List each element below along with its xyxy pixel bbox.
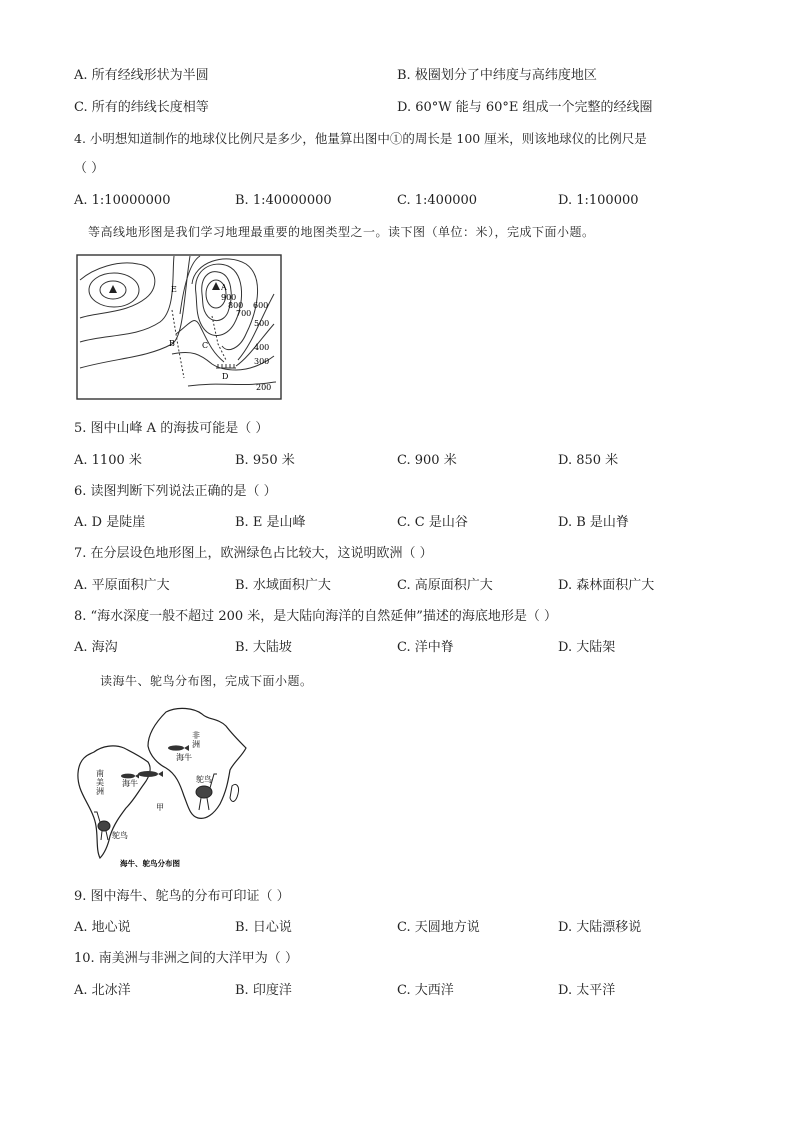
contour-intro: 等高线地形图是我们学习地理最重要的地图类型之一。读下图（单位：米），完成下面小题。: [88, 225, 595, 239]
q10-option-a: A. 北冰洋: [74, 983, 131, 998]
label-manatee-america: 海牛: [122, 779, 138, 788]
label-south-america: [96, 768, 104, 796]
q8-options: [0, 638, 794, 658]
q5-option-d: D. 850 米: [558, 453, 619, 468]
contour-map: [76, 254, 282, 400]
map-label-char: 美: [96, 778, 104, 787]
q4-option-d: D. 1:100000: [558, 193, 639, 208]
q7-stem-text: 7. 在分层设色地形图上，欧洲绿色占比较大，这说明欧洲（ ）: [74, 546, 433, 561]
map-label-char: 洲: [192, 740, 200, 749]
q10-options: [0, 981, 794, 1001]
q7-options: [0, 576, 794, 596]
elevation-600: 600: [253, 301, 269, 310]
label-ocean-jia: 甲: [156, 803, 164, 812]
q6-option-d: D. B 是山脊: [558, 515, 629, 530]
q6-option-c: C. C 是山谷: [397, 515, 468, 530]
q6-stem-text: 6. 读图判断下列说法正确的是（ ）: [74, 484, 277, 499]
label-d: D: [222, 372, 229, 381]
q10-option-d: D. 太平洋: [558, 983, 616, 998]
q3-option-b: B. 极圈划分了中纬度与高纬度地区: [397, 68, 597, 83]
label-e: E: [171, 285, 177, 294]
q9-stem-text: 9. 图中海牛、鸵鸟的分布可印证（ ）: [74, 889, 290, 904]
elevation-800: 800: [228, 301, 244, 310]
q4-options: [0, 191, 794, 211]
q9-options: [0, 918, 794, 938]
elevation-300: 300: [254, 357, 270, 366]
q7-option-d: D. 森林面积广大: [558, 578, 655, 593]
label-africa-1: [192, 730, 200, 749]
q9-stem: [0, 887, 794, 907]
q5-stem-text: 5. 图中山峰 A 的海拔可能是（ ）: [74, 421, 269, 436]
q3-option-a: A. 所有经线形状为半圆: [74, 68, 209, 83]
label-ostrich-america: 鸵鸟: [112, 831, 128, 840]
q5-option-c: C. 900 米: [397, 453, 457, 468]
q6-option-b: B. E 是山峰: [235, 515, 306, 530]
q8-stem: [0, 607, 794, 627]
label-c: C: [202, 341, 209, 350]
q8-option-c: C. 洋中脊: [397, 640, 454, 655]
map-label-char: 洲: [96, 787, 104, 796]
q3-option-d: D. 60°W 能与 60°E 组成一个完整的经线圈: [397, 100, 653, 115]
q8-option-a: A. 海沟: [74, 640, 118, 655]
q9-option-b: B. 日心说: [235, 920, 292, 935]
map-label-char: 南: [96, 769, 104, 778]
elevation-200: 200: [256, 383, 272, 392]
q4-answer-paren: （ ）: [74, 161, 105, 176]
manatee-ostrich-map: [70, 704, 256, 872]
q10-option-b: B. 印度洋: [235, 983, 292, 998]
q7-option-c: C. 高原面积广大: [397, 578, 493, 593]
q8-option-b: B. 大陆坡: [235, 640, 292, 655]
q7-stem: [0, 544, 794, 564]
q5-option-b: B. 950 米: [235, 453, 295, 468]
q10-option-c: C. 大西洋: [397, 983, 454, 998]
map-label-char: 非: [192, 731, 200, 740]
q3-options-row-1: [0, 66, 794, 86]
q4-stem: [0, 129, 794, 149]
q5-stem: [0, 419, 794, 439]
label-b: B: [169, 339, 175, 348]
q10-stem: [0, 949, 794, 969]
elevation-400: 400: [254, 343, 270, 352]
label-a: A: [221, 283, 227, 292]
q4-option-c: C. 1:400000: [397, 193, 478, 208]
q4-option-a: A. 1:10000000: [74, 193, 171, 208]
label-ostrich-africa: 鸵鸟: [196, 775, 212, 784]
q5-option-a: A. 1100 米: [74, 453, 142, 468]
q8-stem-text: 8. “海水深度一般不超过 200 米，是大陆向海洋的自然延伸”描述的海底地形是（ ）: [74, 609, 558, 624]
elevation-900: 900: [221, 293, 237, 302]
q8-option-d: D. 大陆架: [558, 640, 616, 655]
q4-stem-text: 4. 小明想知道制作的地球仪比例尺是多少，他量算出图中①的周长是 100 厘米，则该地球仪的比例尺是: [74, 131, 647, 146]
q4-paren: [0, 159, 794, 179]
q5-options: [0, 451, 794, 471]
q7-option-a: A. 平原面积广大: [74, 578, 170, 593]
africa-outline: [148, 708, 246, 818]
contour-map-frame: [77, 255, 281, 399]
elevation-500: 500: [254, 319, 270, 328]
q9-option-d: D. 大陆漂移说: [558, 920, 642, 935]
south-america-outline: [78, 746, 150, 858]
manatee-america-icon: [138, 771, 163, 777]
q7-option-b: B. 水域面积广大: [235, 578, 331, 593]
q6-stem: [0, 482, 794, 502]
map-caption: 海牛、鸵鸟分布图: [120, 859, 180, 868]
q9-option-a: A. 地心说: [74, 920, 131, 935]
q10-stem-text: 10. 南美洲与非洲之间的大洋甲为（ ）: [74, 951, 298, 966]
q6-option-a: A. D 是陡崖: [74, 515, 146, 530]
q9-option-c: C. 天圆地方说: [397, 920, 480, 935]
q4-option-b: B. 1:40000000: [235, 193, 332, 208]
madagascar-outline: [230, 784, 239, 801]
q3-options-row-2: [0, 98, 794, 118]
q3-option-c: C. 所有的纬线长度相等: [74, 100, 209, 115]
label-manatee-africa: 海牛: [176, 753, 192, 762]
map-intro: 读海牛、鸵鸟分布图，完成下面小题。: [100, 674, 313, 688]
q6-options: [0, 513, 794, 533]
elevation-700: 700: [236, 309, 252, 318]
